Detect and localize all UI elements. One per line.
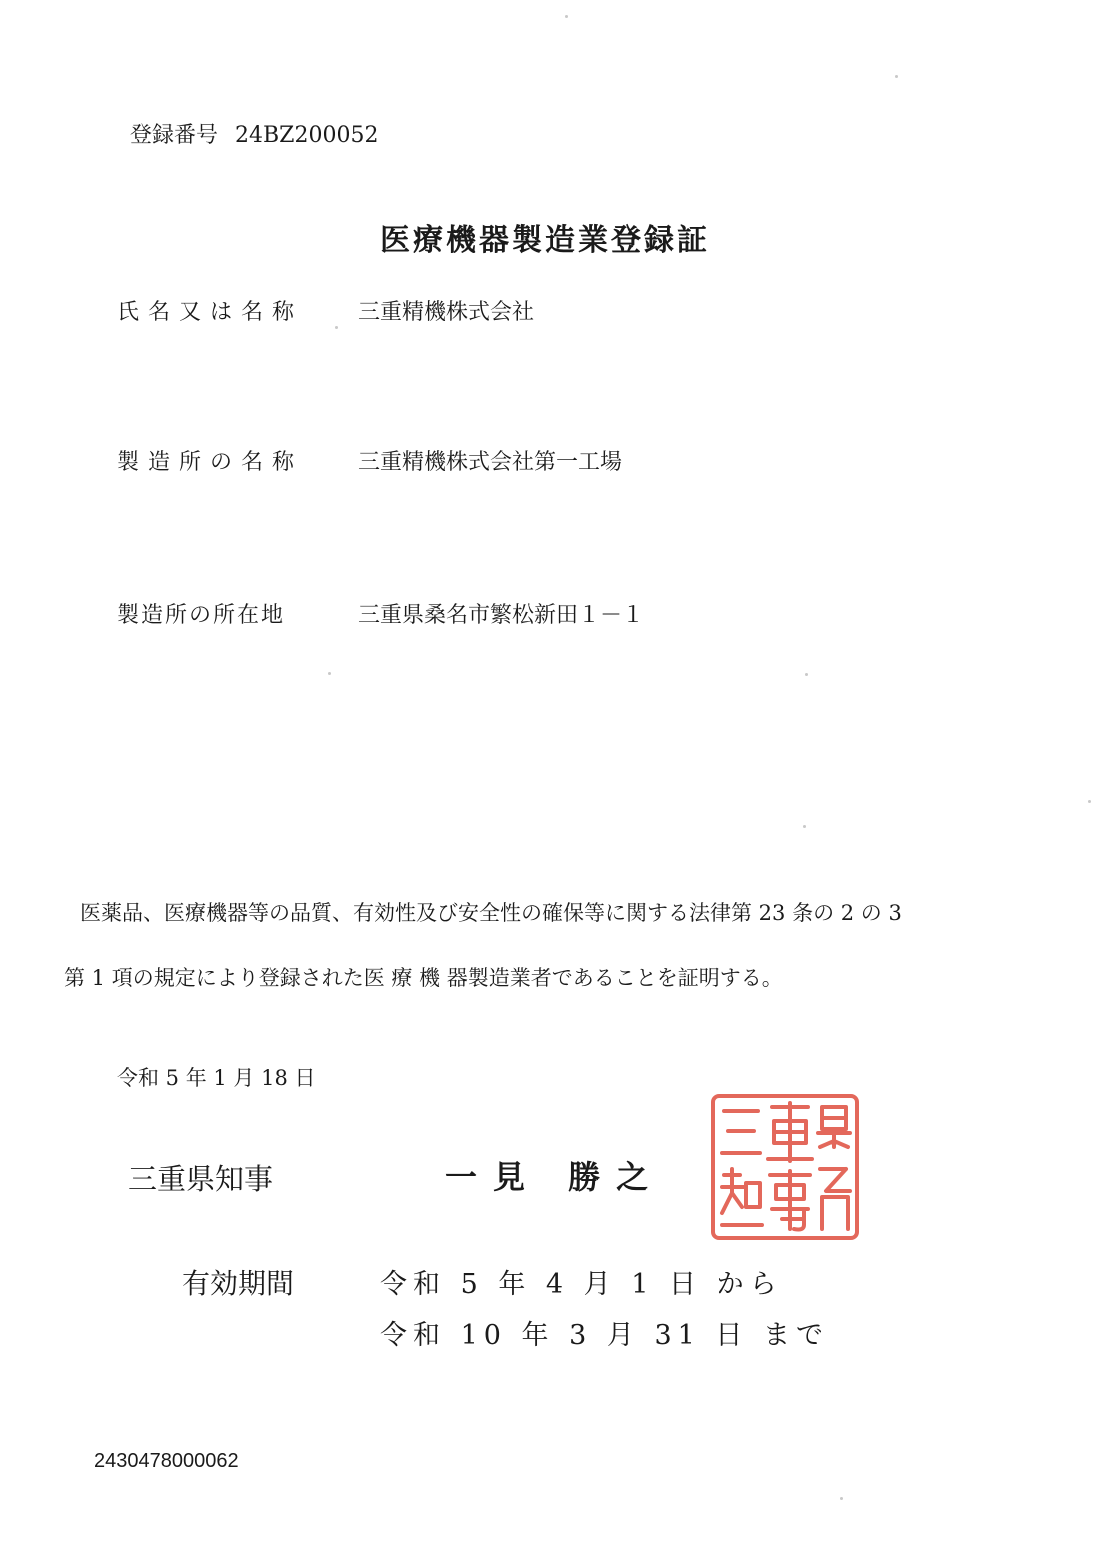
- governor-title: 三重県知事: [128, 1162, 274, 1196]
- registration-number: [130, 118, 378, 149]
- document-title: 医療機器製造業登録証: [380, 223, 710, 258]
- scan-speck: [1088, 800, 1091, 803]
- seal-graphic: [710, 1093, 860, 1241]
- document-number: 2430478000062: [94, 1450, 239, 1472]
- scan-speck: [803, 825, 806, 828]
- plant-name-value: 三重精機株式会社第一工場: [358, 450, 623, 475]
- certification-text-line-1: 医薬品、医療機器等の品質、有効性及び安全性の確保等に関する法律第 23 条の 2 の 3: [80, 901, 902, 925]
- scan-speck: [335, 326, 338, 329]
- scan-speck: [565, 15, 568, 18]
- official-seal: [710, 1093, 860, 1241]
- plant-address-value: 三重県桑名市繁松新田１－１: [358, 603, 645, 628]
- plant-address-label: 製造所の所在地: [117, 603, 286, 628]
- plant-name-label: 製造所の名称: [117, 450, 304, 475]
- validity-end: 令和 10 年 3 月 31 日 まで: [380, 1320, 829, 1351]
- issue-date: 令和 5 年 1 月 18 日: [117, 1066, 316, 1090]
- scan-speck: [805, 673, 808, 676]
- validity-period-label: 有効期間: [182, 1267, 295, 1300]
- registration-number-label: 登録番号: [130, 123, 219, 148]
- name-label: 氏名又は名称: [117, 300, 304, 325]
- scan-speck: [840, 1497, 843, 1500]
- governor-name: 一見 勝之: [445, 1158, 665, 1196]
- scan-speck: [895, 75, 898, 78]
- validity-start: 令和 5 年 4 月 1 日 から: [380, 1269, 783, 1300]
- registration-number-value: 24BZ200052: [235, 123, 379, 148]
- certification-text-line-2: 第 1 項の規定により登録された医 療 機 器製造業者であることを証明する。: [64, 966, 783, 990]
- scan-speck: [328, 672, 331, 675]
- name-value: 三重精機株式会社: [358, 300, 535, 325]
